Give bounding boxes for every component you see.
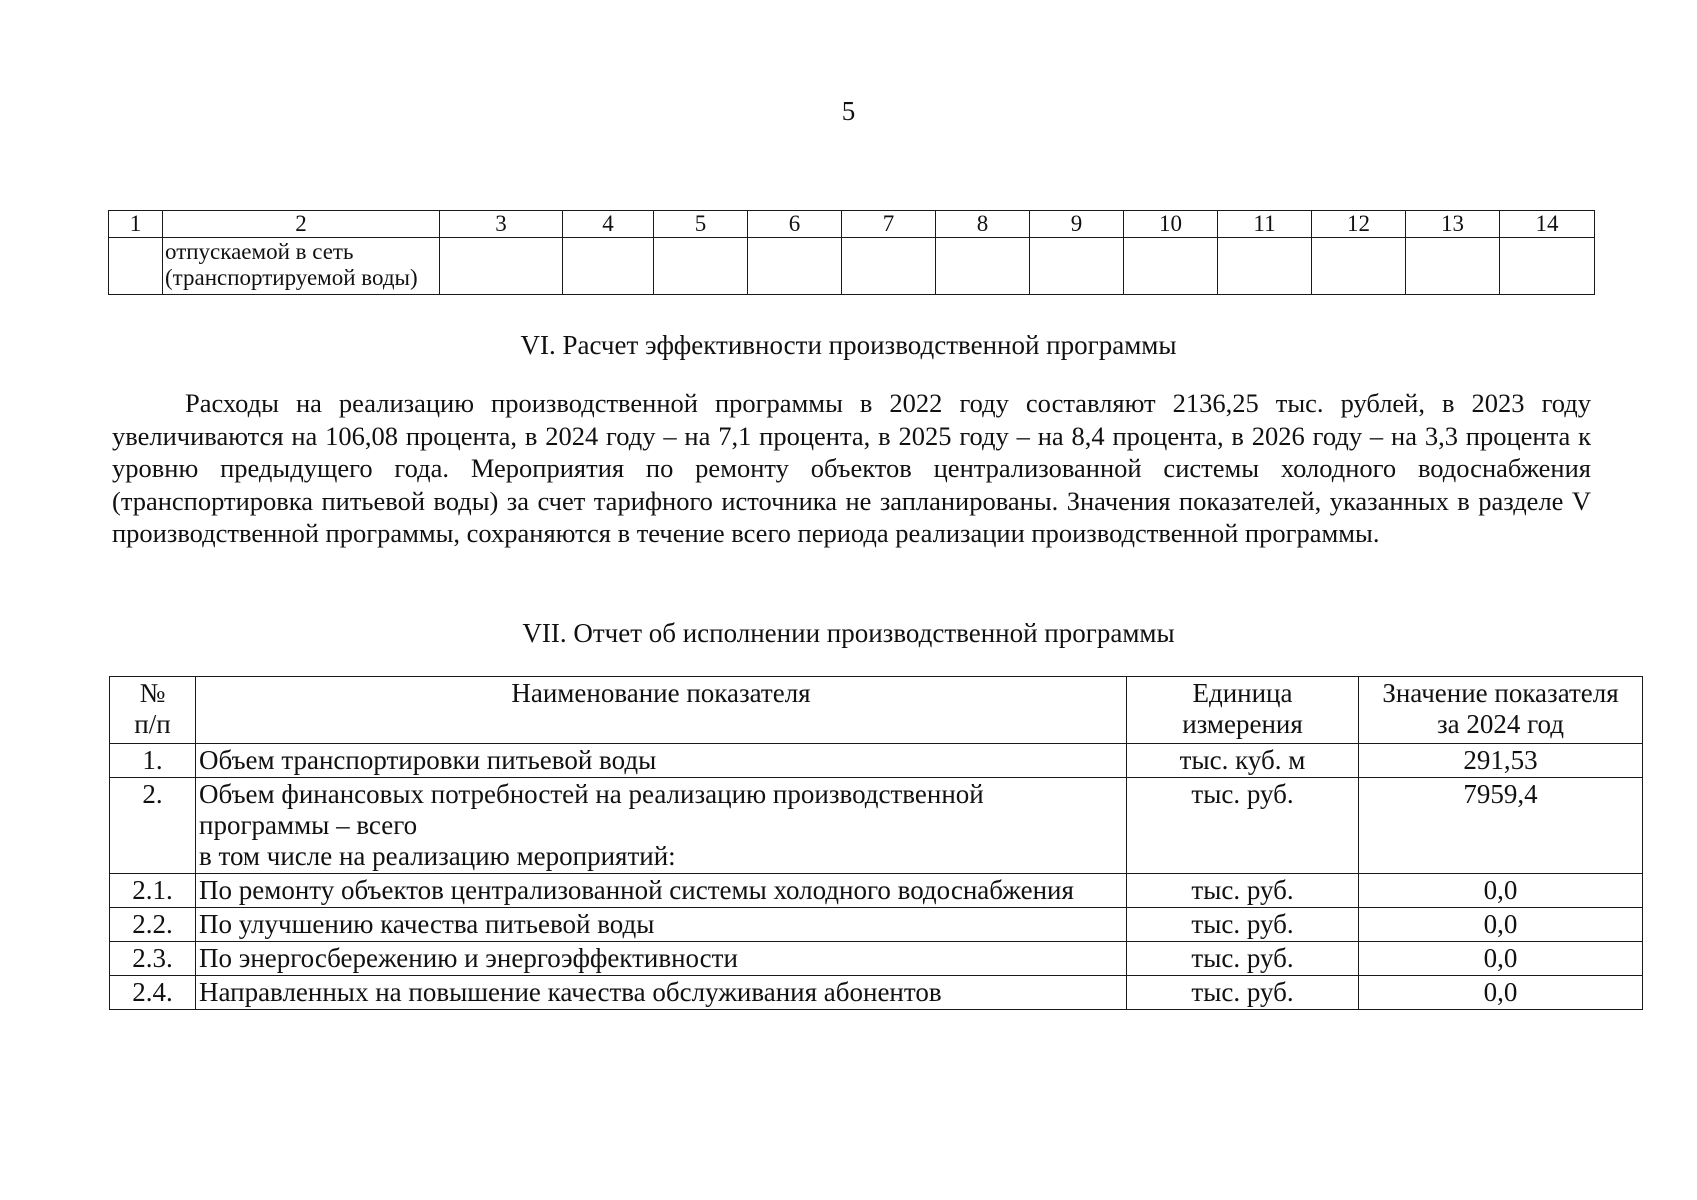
column-number: 2 [163,211,440,238]
table-cell [654,238,748,295]
row-number: 1. [110,744,196,778]
table-header-row [110,677,1643,744]
value-cell: 0,0 [1359,942,1643,976]
unit-cell: тыс. куб. м [1127,744,1359,778]
indicator-name-line: программы – всего [199,810,418,840]
indicator-name-line: в том числе на реализацию мероприятий: [199,841,676,871]
column-number: 12 [1312,211,1406,238]
header-text: п/п [134,709,171,739]
row-number: 2.1. [110,874,196,908]
section-title: VI. Расчет эффективности производственной программы [520,330,1177,360]
indicator-name-line: отпускаемой в сеть [165,239,354,264]
table-row [110,976,1643,1010]
value-cell: 7959,4 [1359,778,1643,874]
indicator-name: Направленных на повышение качества обслуживания абонентов [196,976,1127,1010]
indicator-name-line: (транспортируемой воды) [165,265,418,290]
column-number: 8 [936,211,1030,238]
row-number: 2.3. [110,942,196,976]
column-number: 14 [1500,211,1595,238]
table-cell [109,238,163,295]
header-cell-value [1359,677,1643,744]
indicator-name-cell [163,238,440,295]
table-cell [563,238,654,295]
unit-cell: тыс. руб. [1127,976,1359,1010]
column-number-row [109,211,1595,238]
indicator-name: По энергосбережению и энергоэффективности [196,942,1127,976]
table-row [110,778,1643,874]
table-cell [1218,238,1312,295]
column-number: 9 [1030,211,1124,238]
header-text: Единица [1192,678,1293,708]
header-cell-unit [1127,677,1359,744]
section-title: VII. Отчет об исполнении производственной программы [522,618,1175,648]
unit-cell: тыс. руб. [1127,874,1359,908]
value-cell: 291,53 [1359,744,1643,778]
unit-cell: тыс. руб. [1127,908,1359,942]
column-number: 1 [109,211,163,238]
value-cell: 0,0 [1359,874,1643,908]
table-cell [1312,238,1406,295]
column-number: 4 [563,211,654,238]
row-number: 2. [110,778,196,874]
value-cell: 0,0 [1359,976,1643,1010]
table-cell [440,238,563,295]
column-number: 11 [1218,211,1312,238]
header-cell-name [196,677,1127,744]
table-cell [1406,238,1500,295]
column-number: 10 [1124,211,1218,238]
column-number: 13 [1406,211,1500,238]
column-number: 3 [440,211,563,238]
header-text: № [139,678,166,708]
table-cell [1124,238,1218,295]
indicator-name-line: Объем финансовых потребностей на реализацию производственной [199,779,984,809]
table-cell [748,238,842,295]
page-number: 5 [841,96,856,126]
header-text: Наименование показателя [511,678,811,708]
indicator-name: По ремонту объектов централизованной системы холодного водоснабжения [196,874,1127,908]
header-text: измерения [1182,709,1303,739]
column-number: 5 [654,211,748,238]
table-cell [1030,238,1124,295]
row-number: 2.2. [110,908,196,942]
indicator-name [196,778,1127,874]
row-number: 2.4. [110,976,196,1010]
table-row [110,908,1643,942]
table-row [110,874,1643,908]
table-cell [842,238,936,295]
table-row [109,238,1595,295]
body-paragraph: Расходы на реализацию производственной программы в 2022 году составляют 2136,25 тыс. рублей, в 2023 году увеличиваются на 106,08 процента, в 2024 году – на 7,1 процента, в 2025 году – на 8,4 процента, в 2026 году – на 3,3 процента к уровню предыдущего года. Мероприятия по ремонту объектов централизованной системы холодного водоснабжения (транспортировка питьевой воды) за счет тарифного источника не запланированы. Значения показателей, указанных в разделе V производственной программы, сохраняются в течение всего периода реализации производственной программы. [112,388,1591,548]
header-text: за 2024 год [1436,709,1564,739]
report-table [109,676,1643,1010]
table-row [110,744,1643,778]
header-cell-number [110,677,196,744]
value-cell: 0,0 [1359,908,1643,942]
column-number: 6 [748,211,842,238]
indicator-name: Объем транспортировки питьевой воды [196,744,1127,778]
header-text: Значение показателя [1382,678,1619,708]
continuation-table [108,210,1595,295]
table-cell [936,238,1030,295]
unit-cell: тыс. руб. [1127,942,1359,976]
table-row [110,942,1643,976]
unit-cell: тыс. руб. [1127,778,1359,874]
column-number: 7 [842,211,936,238]
table-cell [1500,238,1595,295]
indicator-name: По улучшению качества питьевой воды [196,908,1127,942]
